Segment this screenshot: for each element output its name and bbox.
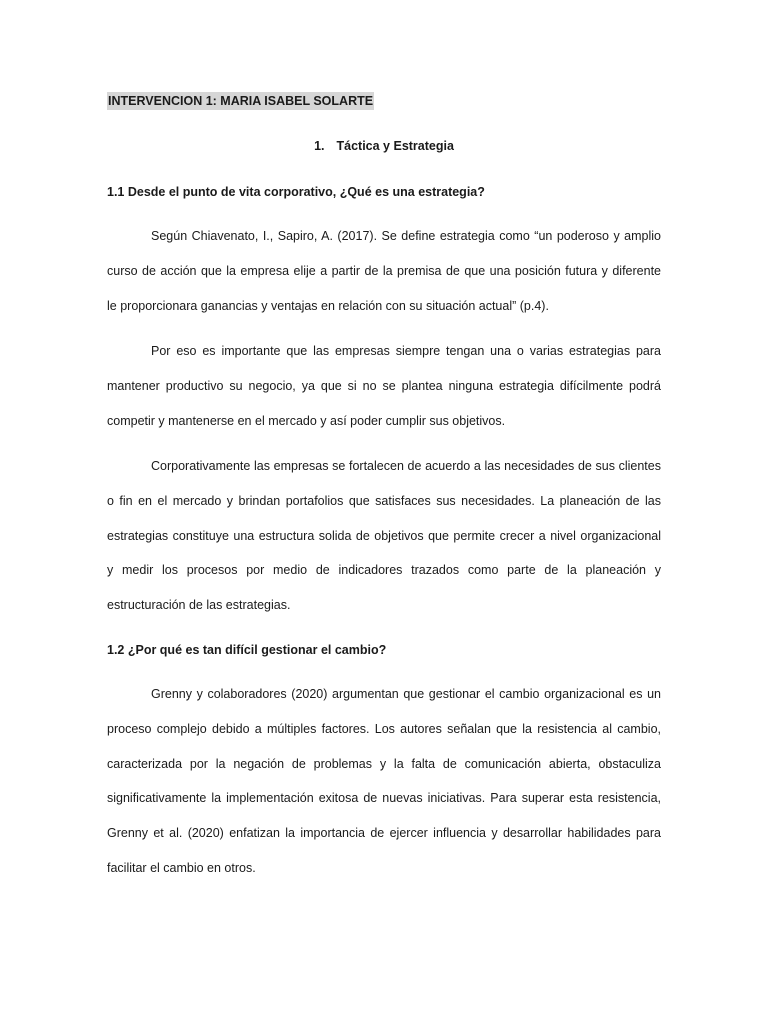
paragraph-line: caracterizada por la negación de problemas y la falta de comunicación abierta, obstaculiza xyxy=(107,756,661,771)
paragraph xyxy=(107,227,661,331)
paragraph-line: estructuración de las estrategias. xyxy=(107,598,291,612)
paragraph-line: estrategias constituye una estructura solida de objetivos que permite crecer a nivel organizacional xyxy=(107,528,661,543)
paragraph xyxy=(107,342,661,446)
paragraph-line: Grenny y colaboradores (2020) argumentan que gestionar el cambio organizacional es un xyxy=(151,687,661,701)
question-heading-1-1: 1.1 Desde el punto de vita corporativo, ¿Qué es una estrategia? xyxy=(107,185,485,199)
paragraph-line: Grenny et al. (2020) enfatizan la importancia de ejercer influencia y desarrollar habilidades para xyxy=(107,826,661,840)
paragraph-line: curso de acción que la empresa elije a partir de la premisa de que una posición futura y diferente xyxy=(107,263,661,278)
paragraph-line: o fin en el mercado y brindan portafolios que satisfaces sus necesidades. La planeación de las xyxy=(107,493,661,508)
section-heading xyxy=(107,137,661,155)
section-title: Táctica y Estrategia xyxy=(336,139,454,153)
paragraph xyxy=(107,685,661,894)
paragraph-line: le proporcionara ganancias y ventajas en relación con su situación actual” (p.4). xyxy=(107,298,549,313)
paragraph-line: proceso complejo debido a múltiples factores. Los autores señalan que la resistencia al cambio, xyxy=(107,721,661,736)
paragraph-line: Por eso es importante que las empresas siempre tengan una o varias estrategias para xyxy=(151,344,661,358)
paragraph-line: significativamente la implementación exitosa de nuevas iniciativas. Para superar esta resistencia, xyxy=(107,791,661,806)
paragraph-line: mantener productivo su negocio, ya que si no se plantea ninguna estrategia difícilmente podrá xyxy=(107,378,661,393)
paragraph-line: Según Chiavenato, I., Sapiro, A. (2017). Se define estrategia como “un poderoso y amplio xyxy=(151,229,661,243)
paragraph xyxy=(107,457,661,631)
paragraph-line: competir y mantenerse en el mercado y así poder cumplir sus objetivos. xyxy=(107,413,506,428)
paragraph-line: facilitar el cambio en otros. xyxy=(107,860,256,875)
section-number: 1. xyxy=(314,139,325,153)
paragraph-line: Corporativamente las empresas se fortalecen de acuerdo a las necesidades de sus clientes xyxy=(151,459,661,473)
question-heading-1-2: 1.2 ¿Por qué es tan difícil gestionar el cambio? xyxy=(107,643,387,657)
document-title: INTERVENCION 1: MARIA ISABEL SOLARTE xyxy=(108,94,374,108)
paragraph-line: y medir los procesos por medio de indicadores trazados como parte de la planeación y xyxy=(107,563,661,578)
